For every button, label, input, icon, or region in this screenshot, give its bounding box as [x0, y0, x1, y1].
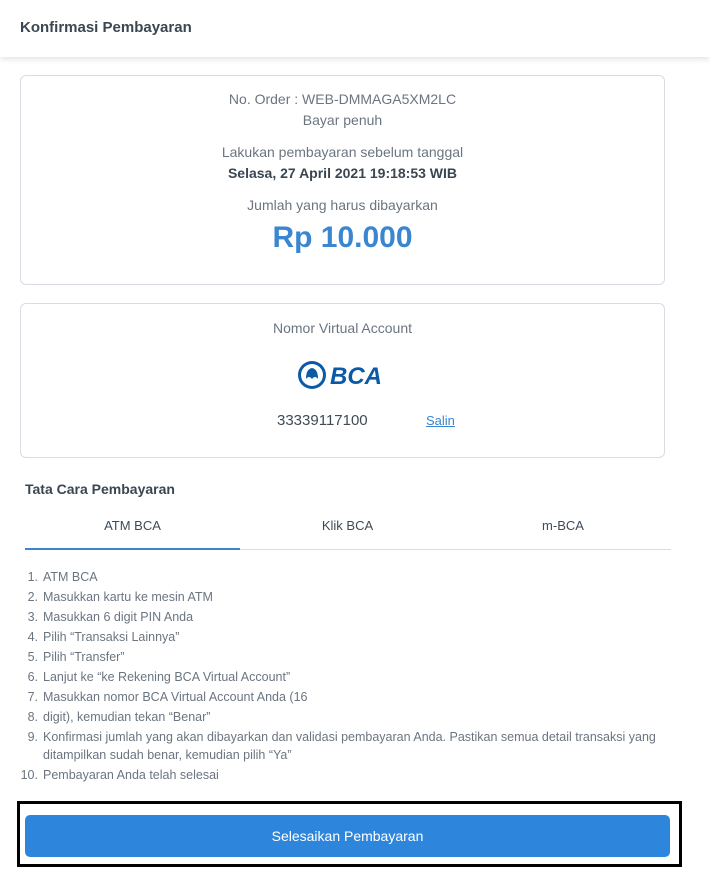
list-item: 3. Masukkan 6 digit PIN Anda	[27, 610, 194, 624]
deadline-label: Lakukan pembayaran sebelum tanggal	[221, 144, 464, 160]
order-number: No. Order : WEB-DMMAGA5XM2LC	[228, 91, 457, 107]
finish-payment-button[interactable]: Selesaikan Pembayaran	[25, 815, 670, 857]
list-item: 4. Pilih “Transaksi Lainnya”	[27, 630, 180, 644]
tab-atm-bca[interactable]: ATM BCA	[25, 507, 240, 550]
page-title: Konfirmasi Pembayaran	[20, 19, 192, 36]
list-item: 9. Konfirmasi jumlah yang akan dibayarkan dan validasi pembayaran Anda. Pastikan semua detail transaksi yang ditampilkan sudah benar, kemudian pilih “Ya”	[27, 730, 656, 762]
list-item: 2. Masukkan kartu ke mesin ATM	[27, 590, 213, 604]
instructions-title: Tata Cara Pembayaran	[25, 481, 175, 497]
instruction-steps	[18, 568, 668, 786]
list-item: 8. digit), kemudian tekan “Benar”	[27, 710, 211, 724]
list-item: 1. ATM BCA	[27, 570, 98, 584]
deadline-value: Selasa, 27 April 2021 19:18:53 WIB	[227, 165, 458, 181]
list-item: 7. Masukkan nomor BCA Virtual Account Anda (16	[27, 690, 308, 704]
list-item: 10. Pembayaran Anda telah selesai	[20, 768, 219, 782]
payment-method-tabs	[25, 507, 671, 550]
amount-value: Rp 10.000	[272, 221, 413, 254]
virtual-account-number: 33339117100	[277, 412, 368, 429]
page-header	[0, 0, 710, 57]
virtual-account-label: Nomor Virtual Account	[272, 320, 413, 336]
list-item: 6. Lanjut ke “ke Rekening BCA Virtual Account”	[27, 670, 291, 684]
bca-logo-icon	[297, 360, 391, 390]
tab-m-bca[interactable]: m-BCA	[542, 518, 584, 533]
list-item: 5. Pilih “Transfer”	[27, 650, 125, 664]
copy-account-link[interactable]: Salin	[426, 413, 455, 428]
virtual-account-card	[20, 303, 665, 458]
payment-type: Bayar penuh	[302, 112, 383, 128]
svg-text:BCA: BCA	[330, 363, 382, 390]
amount-label: Jumlah yang harus dibayarkan	[247, 197, 438, 213]
tab-klik-bca[interactable]: Klik BCA	[321, 518, 374, 533]
order-summary-card	[20, 75, 665, 285]
